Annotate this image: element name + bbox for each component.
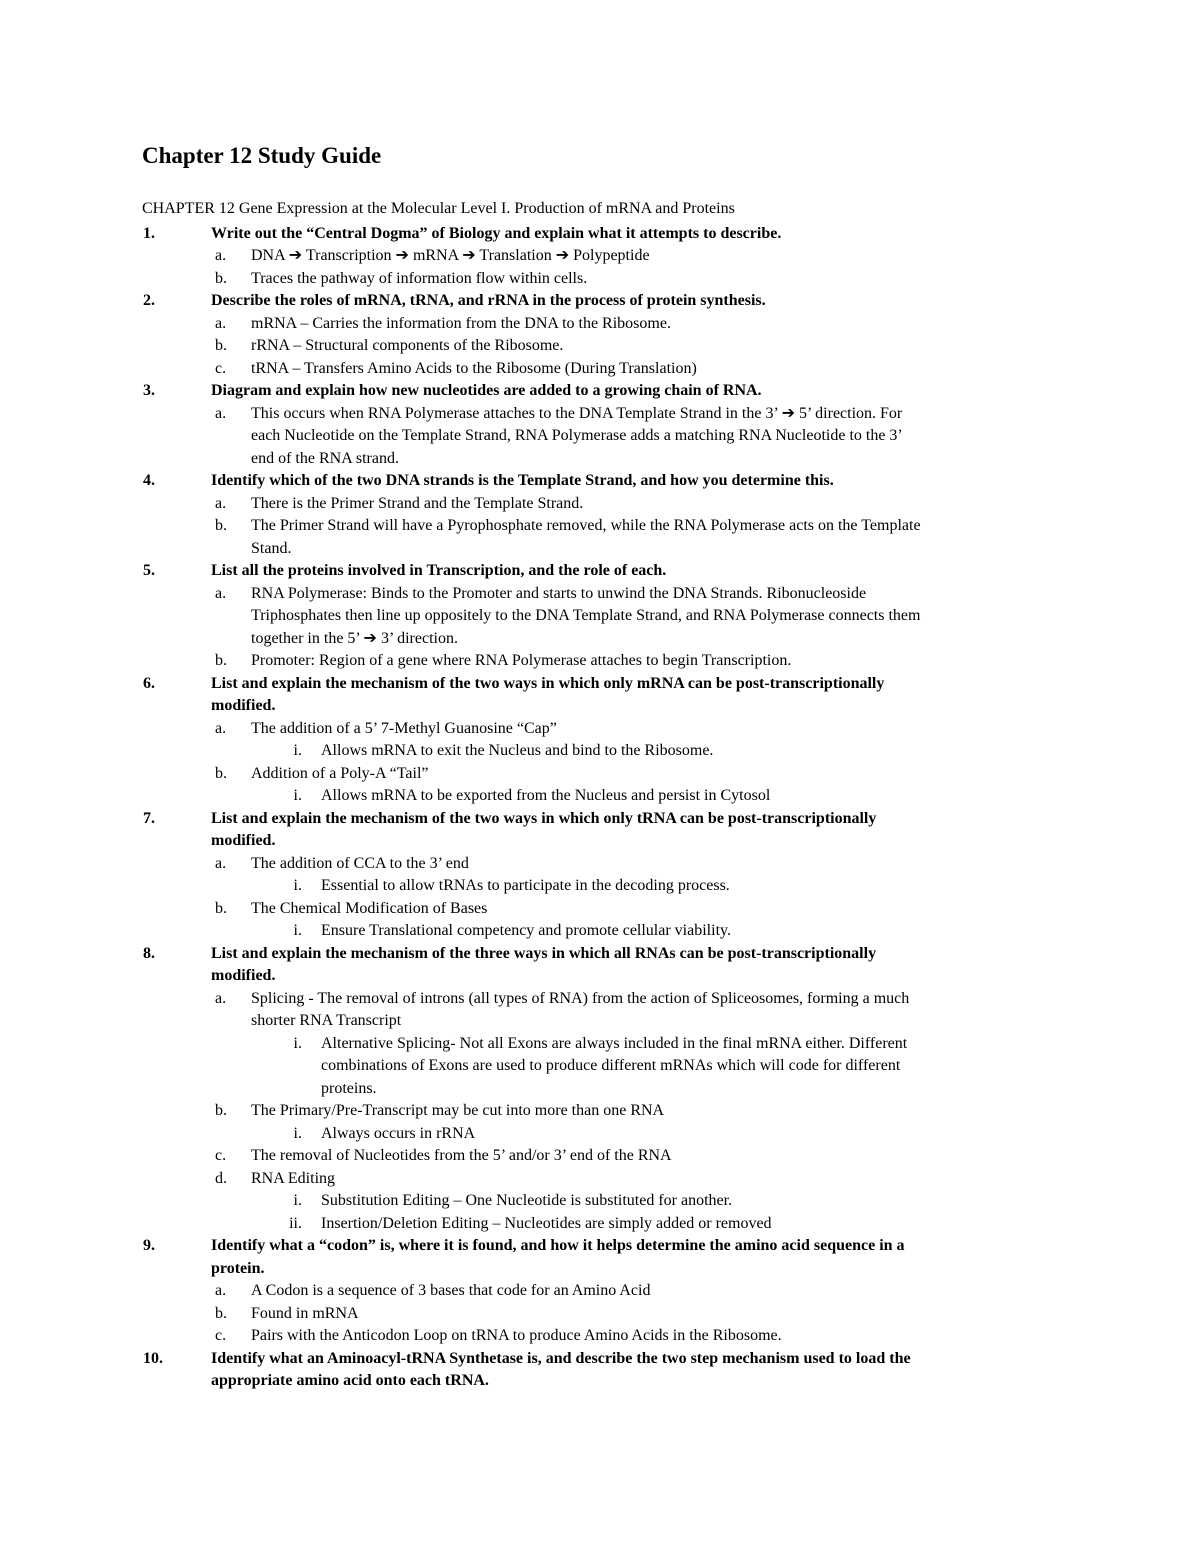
question-line bbox=[0, 560, 1200, 583]
answer-continuation bbox=[0, 448, 1200, 471]
line-text: The Primer Strand will have a Pyrophosphate removed, while the RNA Polymerase acts on the Template bbox=[251, 517, 921, 534]
answer-continuation bbox=[0, 538, 1200, 561]
sub-answer-line bbox=[0, 1190, 1200, 1213]
line-text: Stand. bbox=[251, 539, 292, 557]
line-text: The removal of Nucleotides from the 5’ and/or 3’ end of the RNA bbox=[251, 1147, 672, 1164]
study-guide-outline bbox=[0, 223, 1200, 1393]
question-continuation bbox=[0, 1370, 1200, 1393]
chapter-subtitle: CHAPTER 12 Gene Expression at the Molecular Level I. Production of mRNA and Proteins bbox=[142, 200, 735, 217]
line-text: Promoter: Region of a gene where RNA Polymerase attaches to begin Transcription. bbox=[251, 652, 792, 669]
list-marker: a. bbox=[215, 854, 227, 872]
question-line bbox=[0, 943, 1200, 966]
list-marker: b. bbox=[215, 269, 227, 287]
answer-line bbox=[0, 403, 1200, 426]
line-text: The Chemical Modification of Bases bbox=[251, 899, 488, 917]
list-marker: i. bbox=[293, 922, 302, 939]
line-text: Ensure Translational competency and promote cellular viability. bbox=[321, 922, 731, 939]
answer-line bbox=[0, 313, 1200, 336]
line-text: The addition of a 5’ 7-Methyl Guanosine “Cap” bbox=[251, 719, 557, 737]
line-text: List all the proteins involved in Transcription, and the role of each. bbox=[211, 562, 667, 579]
question-line bbox=[0, 808, 1200, 831]
answer-line bbox=[0, 650, 1200, 673]
question-line bbox=[0, 673, 1200, 696]
answer-line bbox=[0, 1100, 1200, 1123]
list-marker: a. bbox=[215, 719, 227, 737]
answer-line bbox=[0, 853, 1200, 876]
list-marker: a. bbox=[215, 494, 227, 512]
list-marker: b. bbox=[215, 1304, 227, 1322]
answer-line bbox=[0, 1168, 1200, 1191]
line-text: Insertion/Deletion Editing – Nucleotides are simply added or removed bbox=[321, 1214, 772, 1232]
line-text: Identify which of the two DNA strands is the Template Strand, and how you determine this. bbox=[211, 472, 834, 489]
question-line bbox=[0, 223, 1200, 246]
list-marker: a. bbox=[215, 584, 227, 602]
answer-line bbox=[0, 335, 1200, 358]
line-text: RNA Polymerase: Binds to the Promoter and starts to unwind the DNA Strands. Ribonucleoside bbox=[251, 584, 867, 602]
answer-line bbox=[0, 358, 1200, 381]
answer-line bbox=[0, 268, 1200, 291]
line-text: There is the Primer Strand and the Template Strand. bbox=[251, 494, 584, 512]
question-line bbox=[0, 1348, 1200, 1371]
answer-line bbox=[0, 988, 1200, 1011]
line-text: modified. bbox=[211, 832, 276, 849]
question-continuation bbox=[0, 695, 1200, 718]
list-marker: b. bbox=[215, 764, 227, 782]
list-marker: a. bbox=[215, 1282, 227, 1299]
question-line bbox=[0, 290, 1200, 313]
list-marker: c. bbox=[215, 1327, 227, 1344]
line-text: RNA Editing bbox=[251, 1169, 336, 1187]
question-continuation bbox=[0, 830, 1200, 853]
question-line bbox=[0, 380, 1200, 403]
list-marker: 7. bbox=[143, 809, 155, 827]
line-text: appropriate amino acid onto each tRNA. bbox=[211, 1372, 489, 1389]
list-marker: 4. bbox=[143, 472, 155, 489]
sub-answer-continuation bbox=[0, 1055, 1200, 1078]
line-text: Allows mRNA to exit the Nucleus and bind to the Ribosome. bbox=[321, 742, 714, 759]
list-marker: b. bbox=[215, 337, 227, 354]
line-text: Write out the “Central Dogma” of Biology and explain what it attempts to describe. bbox=[211, 224, 782, 242]
answer-line bbox=[0, 898, 1200, 921]
list-marker: i. bbox=[293, 877, 302, 894]
line-text: List and explain the mechanism of the three ways in which all RNAs can be post-transcriptionally bbox=[211, 944, 877, 962]
sub-answer-line bbox=[0, 875, 1200, 898]
list-marker: c. bbox=[215, 1147, 227, 1164]
question-line bbox=[0, 1235, 1200, 1258]
answer-line bbox=[0, 1325, 1200, 1348]
list-marker: 10. bbox=[143, 1349, 163, 1367]
list-marker: 8. bbox=[143, 944, 155, 962]
line-text: proteins. bbox=[321, 1079, 377, 1097]
line-text: Found in mRNA bbox=[251, 1304, 359, 1322]
line-text: Allows mRNA to be exported from the Nucleus and persist in Cytosol bbox=[321, 787, 771, 804]
list-marker: 2. bbox=[143, 292, 155, 309]
line-text: Triphosphates then line up oppositely to the DNA Template Strand, and RNA Polymerase connects them bbox=[251, 607, 921, 624]
line-text: Essential to allow tRNAs to participate in the decoding process. bbox=[321, 877, 730, 894]
list-marker: b. bbox=[215, 517, 227, 534]
line-text: modified. bbox=[211, 697, 276, 714]
sub-answer-line bbox=[0, 785, 1200, 808]
sub-answer-continuation bbox=[0, 1078, 1200, 1101]
list-marker: 9. bbox=[143, 1237, 155, 1254]
line-text: Substitution Editing – One Nucleotide is substituted for another. bbox=[321, 1192, 733, 1209]
answer-line bbox=[0, 718, 1200, 741]
list-marker: 3. bbox=[143, 382, 155, 399]
line-text: modified. bbox=[211, 967, 276, 984]
answer-line bbox=[0, 515, 1200, 538]
line-text: Alternative Splicing- Not all Exons are always included in the final mRNA either. Different bbox=[321, 1034, 908, 1052]
sub-answer-line bbox=[0, 740, 1200, 763]
list-marker: a. bbox=[215, 314, 227, 332]
answer-continuation bbox=[0, 1010, 1200, 1033]
line-text: Addition of a Poly-A “Tail” bbox=[251, 764, 429, 782]
question-line bbox=[0, 470, 1200, 493]
sub-answer-line bbox=[0, 1033, 1200, 1056]
answer-line bbox=[0, 493, 1200, 516]
line-text: Splicing - The removal of introns (all types of RNA) from the action of Spliceosomes, forming a much bbox=[251, 989, 910, 1007]
line-text: Describe the roles of mRNA, tRNA, and rRNA in the process of protein synthesis. bbox=[211, 292, 766, 309]
list-marker: c. bbox=[215, 359, 227, 377]
answer-continuation bbox=[0, 605, 1200, 628]
line-text: This occurs when RNA Polymerase attaches to the DNA Template Strand in the 3’ ➔ 5’ direction. For bbox=[251, 404, 903, 422]
line-text: end of the RNA strand. bbox=[251, 449, 399, 467]
line-text: Diagram and explain how new nucleotides are added to a growing chain of RNA. bbox=[211, 382, 762, 399]
line-text: The addition of CCA to the 3’ end bbox=[251, 854, 469, 872]
list-marker: d. bbox=[215, 1169, 227, 1187]
answer-line bbox=[0, 245, 1200, 268]
list-marker: 1. bbox=[143, 224, 155, 242]
line-text: A Codon is a sequence of 3 bases that code for an Amino Acid bbox=[251, 1282, 651, 1299]
answer-line bbox=[0, 763, 1200, 786]
list-marker: i. bbox=[293, 742, 302, 759]
list-marker: a. bbox=[215, 247, 227, 264]
sub-answer-line bbox=[0, 920, 1200, 943]
answer-line bbox=[0, 1303, 1200, 1326]
line-text: DNA ➔ Transcription ➔ mRNA ➔ Translation ➔ Polypeptide bbox=[251, 247, 650, 264]
line-text: protein. bbox=[211, 1259, 265, 1277]
list-marker: a. bbox=[215, 404, 227, 422]
sub-answer-line bbox=[0, 1123, 1200, 1146]
line-text: shorter RNA Transcript bbox=[251, 1012, 402, 1029]
line-text: mRNA – Carries the information from the DNA to the Ribosome. bbox=[251, 314, 671, 332]
answer-line bbox=[0, 583, 1200, 606]
list-marker: 6. bbox=[143, 674, 155, 692]
list-marker: b. bbox=[215, 899, 227, 917]
sub-answer-line bbox=[0, 1213, 1200, 1236]
line-text: each Nucleotide on the Template Strand, RNA Polymerase adds a matching RNA Nucleotide to the 3’ bbox=[251, 427, 903, 444]
page-title: Chapter 12 Study Guide bbox=[142, 143, 382, 168]
line-text: The Primary/Pre-Transcript may be cut into more than one RNA bbox=[251, 1102, 665, 1119]
question-continuation bbox=[0, 965, 1200, 988]
line-text: together in the 5’ ➔ 3’ direction. bbox=[251, 629, 458, 647]
list-marker: b. bbox=[215, 652, 227, 669]
line-text: Traces the pathway of information flow within cells. bbox=[251, 269, 588, 287]
list-marker: i. bbox=[293, 1192, 302, 1209]
line-text: tRNA – Transfers Amino Acids to the Ribosome (During Translation) bbox=[251, 359, 697, 377]
line-text: Pairs with the Anticodon Loop on tRNA to produce Amino Acids in the Ribosome. bbox=[251, 1327, 782, 1344]
line-text: Always occurs in rRNA bbox=[321, 1124, 476, 1142]
question-continuation bbox=[0, 1258, 1200, 1281]
line-text: combinations of Exons are used to produce different mRNAs which will code for different bbox=[321, 1057, 901, 1074]
line-text: rRNA – Structural components of the Ribosome. bbox=[251, 337, 564, 354]
list-marker: i. bbox=[293, 787, 302, 804]
list-marker: i. bbox=[293, 1124, 302, 1142]
line-text: Identify what a “codon” is, where it is found, and how it helps determine the amino acid sequence in a bbox=[211, 1237, 905, 1254]
answer-line bbox=[0, 1145, 1200, 1168]
list-marker: ii. bbox=[289, 1214, 302, 1232]
list-marker: b. bbox=[215, 1102, 227, 1119]
list-marker: i. bbox=[293, 1034, 302, 1052]
list-marker: a. bbox=[215, 989, 227, 1007]
line-text: List and explain the mechanism of the two ways in which only tRNA can be post-transcriptionally bbox=[211, 809, 877, 827]
answer-continuation bbox=[0, 425, 1200, 448]
line-text: List and explain the mechanism of the two ways in which only mRNA can be post-transcriptionally bbox=[211, 674, 885, 692]
line-text: Identify what an Aminoacyl-tRNA Synthetase is, and describe the two step mechanism used to load the bbox=[211, 1349, 911, 1367]
answer-continuation bbox=[0, 628, 1200, 651]
answer-line bbox=[0, 1280, 1200, 1303]
list-marker: 5. bbox=[143, 562, 155, 579]
